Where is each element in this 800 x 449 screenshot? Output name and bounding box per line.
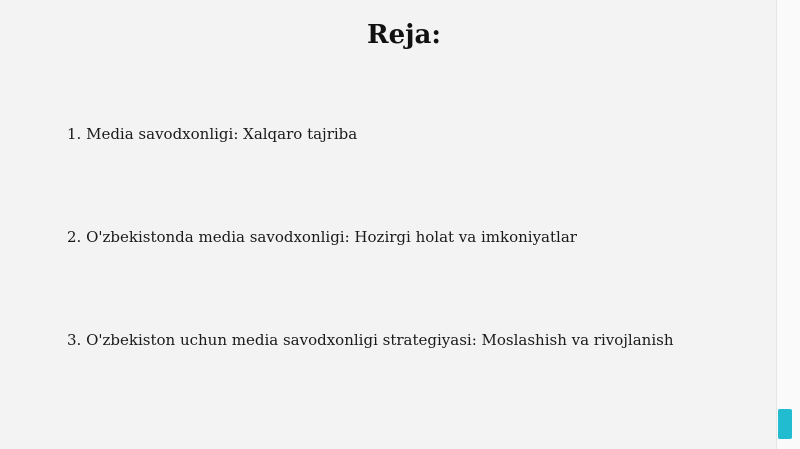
scrollbar-track[interactable] (776, 0, 800, 449)
plan-item-3: 3. O'zbekiston uchun media savodxonligi strategiyasi: Moslashish va rivojlanish (67, 331, 674, 349)
scrollbar-thumb[interactable] (778, 409, 792, 439)
plan-item-1: 1. Media savodxonligi: Xalqaro tajriba (67, 125, 358, 143)
plan-item-2: 2. O'zbekistonda media savodxonligi: Hozirgi holat va imkoniyatlar (67, 228, 577, 246)
slide-title: Reja: (366, 20, 441, 50)
